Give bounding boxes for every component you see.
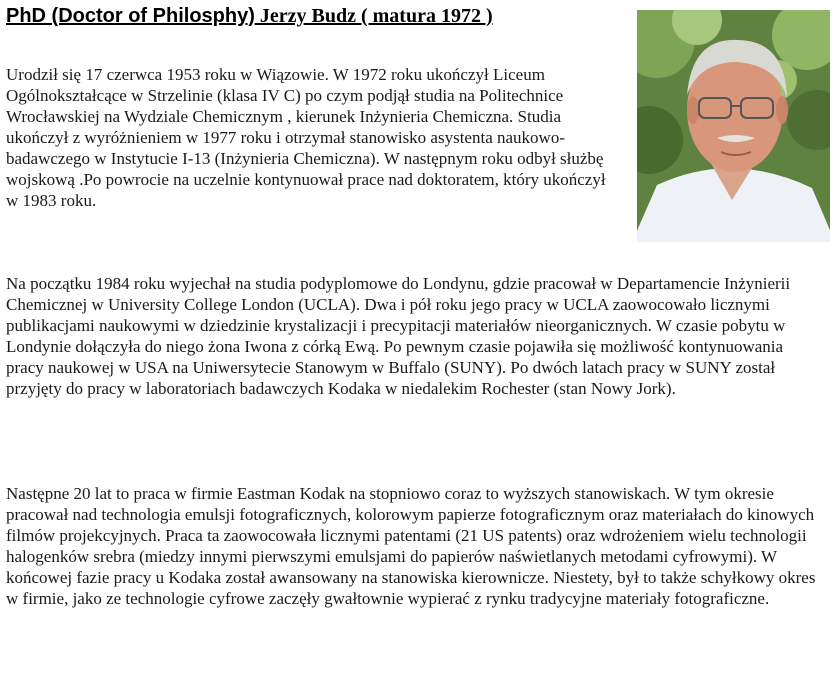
portrait-photo (637, 10, 830, 242)
page-title (6, 4, 493, 28)
biography-paragraph-london: Na początku 1984 roku wyjechał na studia podyplomowe do Londynu, gdzie pracował w Departamencie Inżynierii Chemicznej w University College London (UCLA). Dwa i pół roku jego pracy w UCLA zaowocowało licznymi publikacjami naukowymi w dziedzinie krystalizacji i precypitacji materiałów nieorganicznych. W czasie pobytu w Londynie dołączyła do niego żona Iwona z córką Ewą. Po pewnym czasie pojawiła się możliwość kontynuowania pracy naukowej w USA na Uniwersytecie Stanowym w Buffalo (SUNY). Po dwóch latach pracy w SUNY został przyjęty do pracy w laboratoriach badawczych Kodaka w niedalekim Rochester (stan Nowy Jork). (6, 274, 791, 398)
biography-paragraph-kodak: Następne 20 lat to praca w firmie Eastman Kodak na stopniowo coraz to wyższych stanowiskach. W tym okresie pracował nad technologia emulsji fotograficznych, kolorowym papierze fotograficznym oraz materiałach do kinowych filmów projekcyjnych. Praca ta zaowocowała licznymi patentami (21 US patents) oraz wdrożeniem wielu technologii halogenków srebra (miedzy innymi pierwszymi emulsjami do papierów naświetlanych metodami cyfrowymi). W końcowej fazie pracy u Kodaka został awansowany na stanowiska kierownicze. Niestety, był to także schyłkowy okres w firmie, jako ze technologie cyfrowe zaczęły gwałtownie wypierać z rynku tradycyjne materiały fotograficzne. (6, 484, 816, 608)
title-name: Jerzy Budz ( matura 1972 ) (254, 5, 493, 27)
title-degree: PhD (Doctor of Philosphy) (6, 5, 255, 27)
biography-paragraph-education: Urodził się 17 czerwca 1953 roku w Wiązowie. W 1972 roku ukończył Liceum Ogólnokształcące w Strzelinie (klasa IV C) po czym podjął studia na Politechnice Wrocławskiej na Wydziale Chemicznym , kierunek Inżynieria Chemiczna. Studia ukończył z wyróżnieniem w 1977 roku i otrzymał stanowisko asystenta naukowo-badawczego w Instytucie I-13 (Inżynieria Chemiczna). W następnym roku odbył służbę wojskową .Po powrocie na uczelnie kontynuował prace nad doktoratem, który ukończył w 1983 roku. (6, 65, 606, 210)
